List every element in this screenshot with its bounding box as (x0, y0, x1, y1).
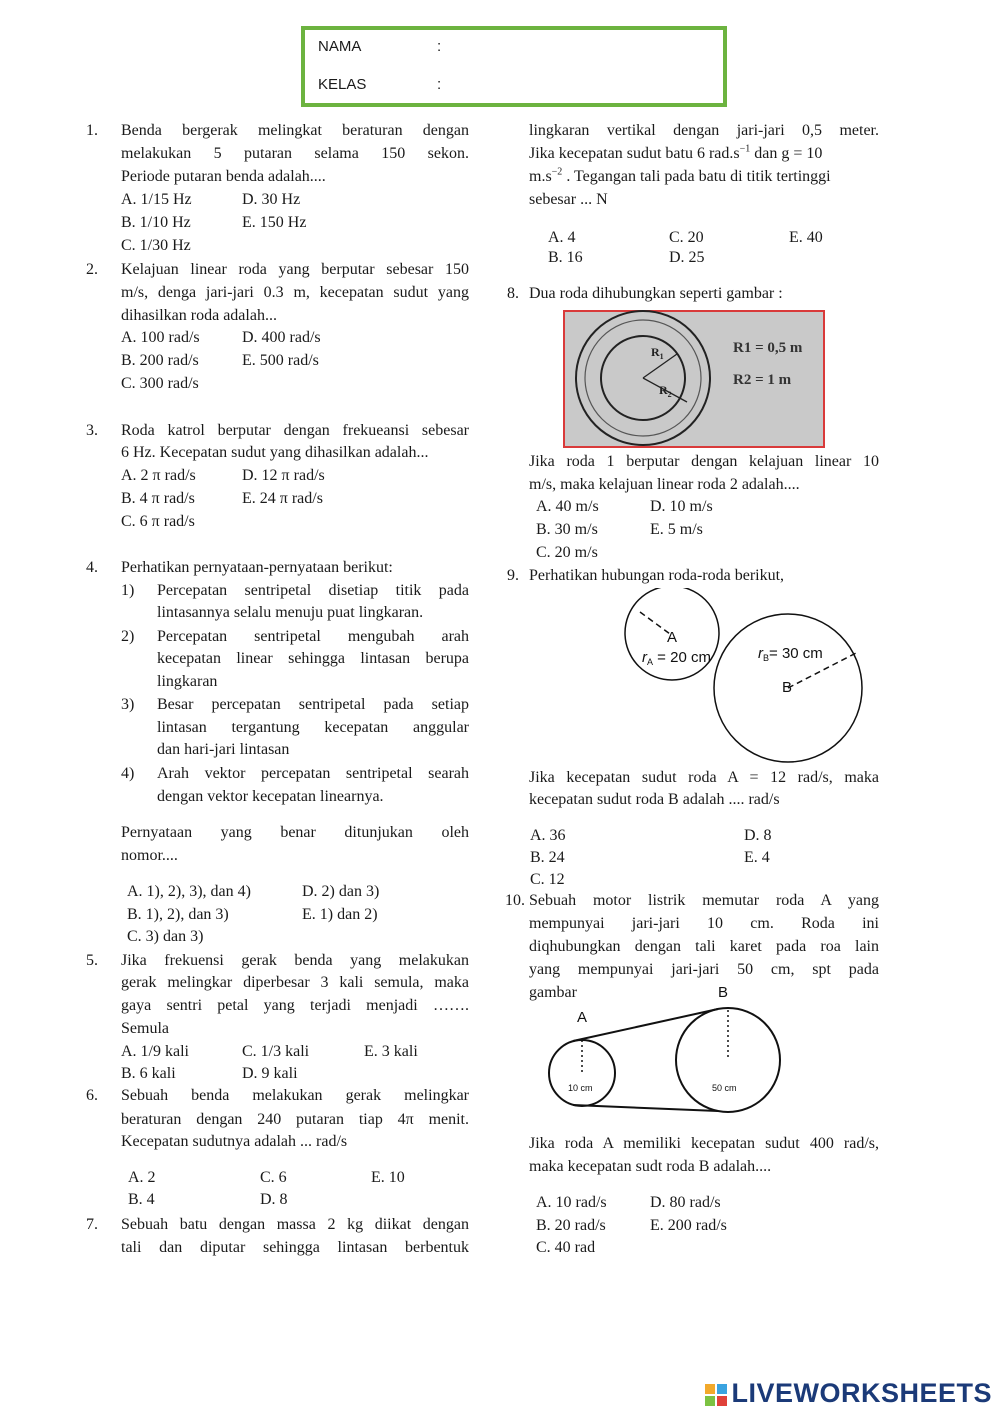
label-rb: $r_B= 30$ cm (758, 645, 823, 663)
label-b: B (718, 984, 729, 1001)
q4-item-number: 3) (121, 696, 135, 713)
q4-item-number: 2) (121, 628, 135, 645)
label-a: A (667, 629, 678, 646)
q10-number: 10. (505, 892, 525, 909)
q9-option-e[interactable]: E. 4 (744, 849, 770, 866)
label-r2-value: R2 = 1 m (733, 372, 792, 388)
q10-stem: maka kecepatan sudt roda B adalah.... (529, 1158, 772, 1175)
label-r1-value: R1 = 0,5 m (733, 340, 803, 356)
q3-line: 6 Hz. Kecepatan sudut yang dihasilkan adalah... (121, 444, 429, 461)
q4-option-d[interactable]: D. 2) dan 3) (302, 883, 380, 900)
q4-item-line: dan hari-jari lintasan (157, 741, 290, 758)
q8-line: Jika roda 1 berputar dengan kelajuan linear 10 (529, 453, 879, 470)
q7-option-d[interactable]: D. 25 (669, 249, 705, 266)
q5-line: gaya sentri petal yang terjadi menjadi ……. (121, 997, 469, 1014)
q7-line: $m.s^{-2}$ . Tegangan tali pada batu di titik tertinggi (529, 166, 831, 185)
q1-line: Benda bergerak melingkat beraturan dengan (121, 122, 469, 139)
q8-intro: Dua roda dihubungkan seperti gambar : (529, 285, 783, 302)
q10-option-a[interactable]: A. 10 rad/s (536, 1194, 607, 1211)
nama-input[interactable] (450, 36, 710, 58)
q10-stem: Jika roda A memiliki kecepatan sudut 400 rad/s, (529, 1135, 879, 1152)
q4-item-line: kecepatan linear sehingga lintasan berupa (157, 650, 469, 667)
label-b: B (782, 679, 793, 696)
q3-number: 3. (86, 422, 98, 439)
q4-item-line: Percepatan sentripetal disetiap titik pada (157, 582, 469, 599)
q9-line: Jika kecepatan sudut roda A = 12 rad/s, maka (529, 769, 879, 786)
q7-option-b[interactable]: B. 16 (548, 249, 583, 266)
brand-text: LIVEWORKSHEETS (731, 1378, 992, 1408)
q3-option-c[interactable]: C. 6 π rad/s (121, 513, 195, 530)
q9-option-b[interactable]: B. 24 (530, 849, 565, 866)
q2-option-b[interactable]: B. 200 rad/s (121, 352, 199, 369)
q9-option-d[interactable]: D. 8 (744, 827, 772, 844)
label-r2: $R_2$ (659, 383, 672, 399)
q3-option-e[interactable]: E. 24 π rad/s (242, 490, 323, 507)
q2-line: m/s, denga jari-jari 0.3 m, kecepatan sudut yang (121, 284, 469, 301)
kelas-label: KELAS (318, 76, 367, 93)
q7-option-e[interactable]: E. 40 (789, 229, 823, 246)
q1-option-d[interactable]: D. 30 Hz (242, 191, 301, 208)
q10-option-c[interactable]: C. 40 rad (536, 1239, 596, 1256)
q5-line: gerak melingkar diperbesar 3 kali semula, maka (121, 974, 469, 991)
kelas-colon: : (437, 76, 442, 93)
belt-bottom (573, 1105, 718, 1111)
q4-item-line: Arah vektor percepatan sentripetal searah (157, 765, 469, 782)
q10-line: yang mempunyai jari-jari 50 cm, spt pada (529, 961, 879, 978)
q6-line: Sebuah benda melakukan gerak melingkar (121, 1087, 469, 1104)
q9-option-a[interactable]: A. 36 (530, 827, 566, 844)
q6-option-a[interactable]: A. 2 (128, 1169, 156, 1186)
liveworksheets-brand[interactable] (705, 1378, 992, 1409)
q10-line: mempunyai jari-jari 10 cm. Roda ini (529, 915, 879, 932)
q6-number: 6. (86, 1087, 98, 1104)
q10-option-e[interactable]: E. 200 rad/s (650, 1217, 727, 1234)
q3-option-d[interactable]: D. 12 π rad/s (242, 467, 325, 484)
q1-option-e[interactable]: E. 150 Hz (242, 214, 307, 231)
q4-item-line: Besar percepatan sentripetal pada setiap (157, 696, 469, 713)
q7-option-a[interactable]: A. 4 (548, 229, 576, 246)
q10-belt-figure (540, 980, 800, 1118)
q7-line: lingkaran vertikal dengan jari-jari 0,5 meter. (529, 122, 879, 139)
q1-number: 1. (86, 122, 98, 139)
q5-option-e[interactable]: E. 3 kali (364, 1043, 418, 1060)
q9-wheels-figure (620, 588, 870, 764)
q6-option-d[interactable]: D. 8 (260, 1191, 288, 1208)
q1-option-a[interactable]: A. 1/15 Hz (121, 191, 192, 208)
q5-option-c[interactable]: C. 1/3 kali (242, 1043, 310, 1060)
q6-line: Kecepatan sudutnya adalah ... rad/s (121, 1133, 348, 1150)
q7-line: Sebuah batu dengan massa 2 kg diikat dengan (121, 1216, 469, 1233)
q6-option-c[interactable]: C. 6 (260, 1169, 287, 1186)
q4-stem: Pernyataan yang benar ditunjukan oleh (121, 824, 469, 841)
q9-option-c[interactable]: C. 12 (530, 871, 565, 888)
q2-option-c[interactable]: C. 300 rad/s (121, 375, 199, 392)
q2-line: Kelajuan linear roda yang berputar sebesar 150 (121, 261, 469, 278)
q6-option-b[interactable]: B. 4 (128, 1191, 155, 1208)
q4-option-a[interactable]: A. 1), 2), 3), dan 4) (127, 883, 251, 900)
q5-option-d[interactable]: D. 9 kali (242, 1065, 298, 1082)
label-ra: $r_A = 20$ cm (642, 649, 711, 667)
q7-line: Jika kecepatan sudut batu 6 $rad.s^{-1}$ dan g = 10 (529, 143, 823, 162)
q8-option-c[interactable]: C. 20 m/s (536, 544, 598, 561)
q7-number: 7. (86, 1216, 98, 1233)
q1-option-b[interactable]: B. 1/10 Hz (121, 214, 191, 231)
q2-option-d[interactable]: D. 400 rad/s (242, 329, 321, 346)
q4-number: 4. (86, 559, 98, 576)
q10-option-b[interactable]: B. 20 rad/s (536, 1217, 606, 1234)
q10-line: Sebuah motor listrik memutar roda A yang (529, 892, 879, 909)
q6-line: beraturan dengan 240 putaran tiap 4π menit. (121, 1111, 469, 1128)
q5-line: Jika frekuensi gerak benda yang melakukan (121, 952, 469, 969)
q4-item-line: Percepatan sentripetal mengubah arah (157, 628, 469, 645)
q7-line: sebesar ... N (529, 191, 608, 208)
q9-line: kecepatan sudut roda B adalah .... rad/s (529, 791, 780, 808)
q4-stem: nomor.... (121, 847, 178, 864)
q9-number: 9. (507, 567, 519, 584)
q10-option-d[interactable]: D. 80 rad/s (650, 1194, 721, 1211)
label-ra: 10 cm (568, 1083, 593, 1093)
q8-wheels-figure (563, 310, 825, 448)
q1-line: melakukan 5 putaran selama 150 sekon. (121, 145, 469, 162)
q5-option-a[interactable]: A. 1/9 kali (121, 1043, 189, 1060)
q7-line: tali dan diputar sehingga lintasan berbentuk (121, 1239, 469, 1256)
nama-colon: : (437, 38, 442, 55)
q4-item-line: lintasan tergantung kecepatan anggular (157, 719, 469, 736)
label-r1: $R_1$ (651, 345, 664, 361)
nama-label: NAMA (318, 38, 362, 55)
q8-line: m/s, maka kelajuan linear roda 2 adalah.... (529, 476, 800, 493)
q4-item-line: dengan vektor kecepatan linearnya. (157, 788, 384, 805)
q4-intro: Perhatikan pernyataan-pernyataan berikut: (121, 559, 393, 576)
q3-line: Roda katrol berputar dengan frekueansi sebesar (121, 422, 469, 439)
q4-item-number: 4) (121, 765, 135, 782)
q5-line: Semula (121, 1020, 169, 1037)
q5-number: 5. (86, 952, 98, 969)
q5-option-b[interactable]: B. 6 kali (121, 1065, 176, 1082)
q4-option-c[interactable]: C. 3) dan 3) (127, 928, 204, 945)
q4-item-line: lingkaran (157, 673, 218, 690)
q4-option-b[interactable]: B. 1), 2), dan 3) (127, 906, 229, 923)
q8-option-d[interactable]: D. 10 m/s (650, 498, 713, 515)
q6-option-e[interactable]: E. 10 (371, 1169, 405, 1186)
q3-option-b[interactable]: B. 4 π rad/s (121, 490, 195, 507)
q8-option-b[interactable]: B. 30 m/s (536, 521, 598, 538)
kelas-input[interactable] (450, 74, 710, 96)
q9-intro: Perhatikan hubungan roda-roda berikut, (529, 567, 785, 584)
q4-option-e[interactable]: E. 1) dan 2) (302, 906, 378, 923)
q2-number: 2. (86, 261, 98, 278)
q7-option-c[interactable]: C. 20 (669, 229, 704, 246)
q2-option-a[interactable]: A. 100 rad/s (121, 329, 200, 346)
q4-item-number: 1) (121, 582, 135, 599)
q8-option-a[interactable]: A. 40 m/s (536, 498, 599, 515)
label-a: A (577, 1009, 588, 1026)
q2-line: dihasilkan roda adalah... (121, 307, 277, 324)
q10-line: diqhubungkan dengan tali karet pada roa lain (529, 938, 879, 955)
q1-option-c[interactable]: C. 1/30 Hz (121, 237, 191, 254)
q4-item-line: lintasannya selalu menuju puat lingkaran. (157, 604, 424, 621)
q8-number: 8. (507, 285, 519, 302)
q2-option-e[interactable]: E. 500 rad/s (242, 352, 319, 369)
q1-line: Periode putaran benda adalah.... (121, 168, 326, 185)
label-rb: 50 cm (712, 1083, 737, 1093)
liveworksheets-logo-icon (705, 1384, 727, 1406)
q3-option-a[interactable]: A. 2 π rad/s (121, 467, 196, 484)
q10-line: gambar (529, 984, 577, 1001)
q8-option-e[interactable]: E. 5 m/s (650, 521, 703, 538)
